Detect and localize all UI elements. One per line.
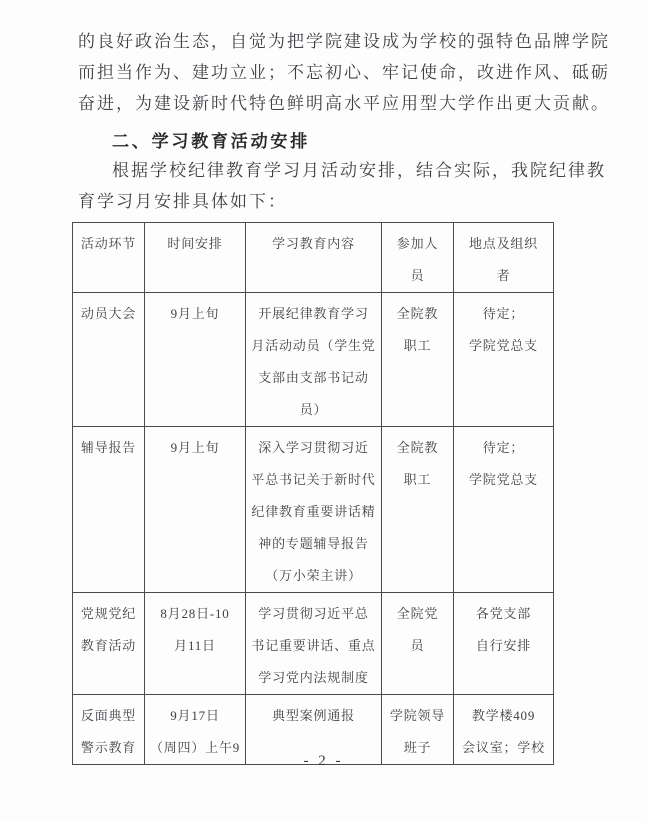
table-cell-line: 支部由支部书记动 bbox=[258, 370, 369, 385]
table-cell-line: 月活动动员（学生党 bbox=[251, 338, 376, 353]
table-header-cell bbox=[246, 223, 382, 293]
table-cell-line: 开展纪律教育学习 bbox=[258, 306, 369, 321]
table-cell-line: 反面典型 bbox=[80, 708, 137, 723]
table-row bbox=[73, 593, 554, 695]
table-cell-line: 平总书记关于新时代 bbox=[251, 472, 376, 487]
table-header-cell-line: 员 bbox=[410, 268, 425, 283]
table-cell bbox=[454, 293, 554, 427]
table-cell-line: 各党支部 bbox=[475, 606, 532, 621]
table-cell-line: 自行安排 bbox=[475, 638, 532, 653]
table-header-cell-line: 参加人 bbox=[396, 236, 439, 251]
paragraph-line: 根据学校纪律教育学习月活动安排，结合实际，我院纪律教 bbox=[112, 161, 606, 180]
table-cell bbox=[382, 293, 454, 427]
table-cell-line: 教学楼409 bbox=[471, 708, 536, 723]
table-cell-line: 学习贯彻习近平总 bbox=[258, 606, 369, 621]
table-header-row bbox=[73, 223, 554, 293]
table-cell bbox=[145, 427, 246, 593]
table-cell-line: 待定； bbox=[482, 440, 525, 455]
table-cell-line: 职工 bbox=[403, 472, 432, 487]
table-cell-line: 警示教育 bbox=[80, 740, 137, 755]
table-cell-line: 班子 bbox=[403, 740, 432, 755]
table-cell bbox=[382, 593, 454, 695]
table-header-cell bbox=[382, 223, 454, 293]
table-cell bbox=[145, 593, 246, 695]
section-heading: 二、学习教育活动安排 bbox=[112, 132, 310, 151]
table-cell bbox=[382, 427, 454, 593]
table-cell-line: 职工 bbox=[403, 338, 432, 353]
table-cell-line: 教育活动 bbox=[80, 638, 137, 653]
table-cell-line: 动员大会 bbox=[80, 306, 137, 321]
table-cell-line: 典型案例通报 bbox=[272, 708, 355, 723]
table-cell-line: 会议室；学校 bbox=[462, 740, 545, 755]
table-header-cell-line: 者 bbox=[496, 268, 511, 283]
table-cell bbox=[454, 427, 554, 593]
table-cell-line: （万小荣主讲） bbox=[265, 568, 362, 583]
table-header-cell-line: 学习教育内容 bbox=[272, 236, 355, 251]
table-cell-line: 纪律教育重要讲话精 bbox=[251, 504, 376, 519]
table-cell-line: 月11日 bbox=[174, 638, 216, 653]
table-cell bbox=[145, 293, 246, 427]
table-cell-line: 全院教 bbox=[396, 306, 439, 321]
table-cell-line: 党规党纪 bbox=[80, 606, 137, 621]
table-cell bbox=[246, 593, 382, 695]
table-header-cell bbox=[73, 223, 145, 293]
table-cell-line: 学习党内法规制度 bbox=[258, 670, 369, 685]
table-cell-line: 9月上旬 bbox=[170, 440, 220, 455]
table-row bbox=[73, 427, 554, 593]
table-cell-line: 全院党 bbox=[396, 606, 439, 621]
table-cell-line: 员 bbox=[410, 638, 425, 653]
paragraph-line: 而担当作为、建功立业；不忘初心、牢记使命，改进作风、砥砺 bbox=[78, 63, 610, 82]
table-cell bbox=[246, 427, 382, 593]
table-cell bbox=[73, 593, 145, 695]
table-cell-line: 9月17日 bbox=[170, 708, 220, 723]
table-header-cell bbox=[145, 223, 246, 293]
table-header-cell-line: 活动环节 bbox=[80, 236, 137, 251]
page-number: - 2 - bbox=[303, 753, 344, 769]
table-cell bbox=[73, 293, 145, 427]
table-cell-line: 辅导报告 bbox=[80, 440, 137, 455]
table-cell-line: 神的专题辅导报告 bbox=[258, 536, 369, 551]
table-row bbox=[73, 293, 554, 427]
table-header-cell-line: 地点及组织 bbox=[468, 236, 538, 251]
table-cell-line: （周四）上午9 bbox=[149, 740, 241, 755]
paragraph-line: 的良好政治生态，自觉为把学院建设成为学校的强特色品牌学院 bbox=[78, 32, 610, 51]
schedule-table bbox=[72, 222, 554, 765]
intro-paragraph bbox=[78, 155, 606, 217]
paragraph-continuation bbox=[78, 26, 610, 119]
table-header-cell bbox=[454, 223, 554, 293]
table-cell-line: 学院党总支 bbox=[468, 338, 538, 353]
table-cell-line: 全院教 bbox=[396, 440, 439, 455]
table-cell-line: 学院领导 bbox=[389, 708, 446, 723]
table-cell-line: 8月28日-10 bbox=[160, 606, 230, 621]
table-cell-line: 学院党总支 bbox=[468, 472, 538, 487]
paragraph-line: 奋进，为建设新时代特色鲜明高水平应用型大学作出更大贡献。 bbox=[78, 94, 610, 113]
table-cell-line: 深入学习贯彻习近 bbox=[258, 440, 369, 455]
table-cell-line: 书记重要讲话、重点 bbox=[251, 638, 376, 653]
table-cell-line: 待定； bbox=[482, 306, 525, 321]
table-cell bbox=[246, 293, 382, 427]
table-cell bbox=[454, 593, 554, 695]
table-cell-line: 9月上旬 bbox=[170, 306, 220, 321]
table-cell-line: 员） bbox=[299, 402, 328, 417]
table-cell bbox=[73, 427, 145, 593]
paragraph-line: 育学习月安排具体如下： bbox=[78, 192, 287, 211]
table-header-cell-line: 时间安排 bbox=[167, 236, 223, 251]
